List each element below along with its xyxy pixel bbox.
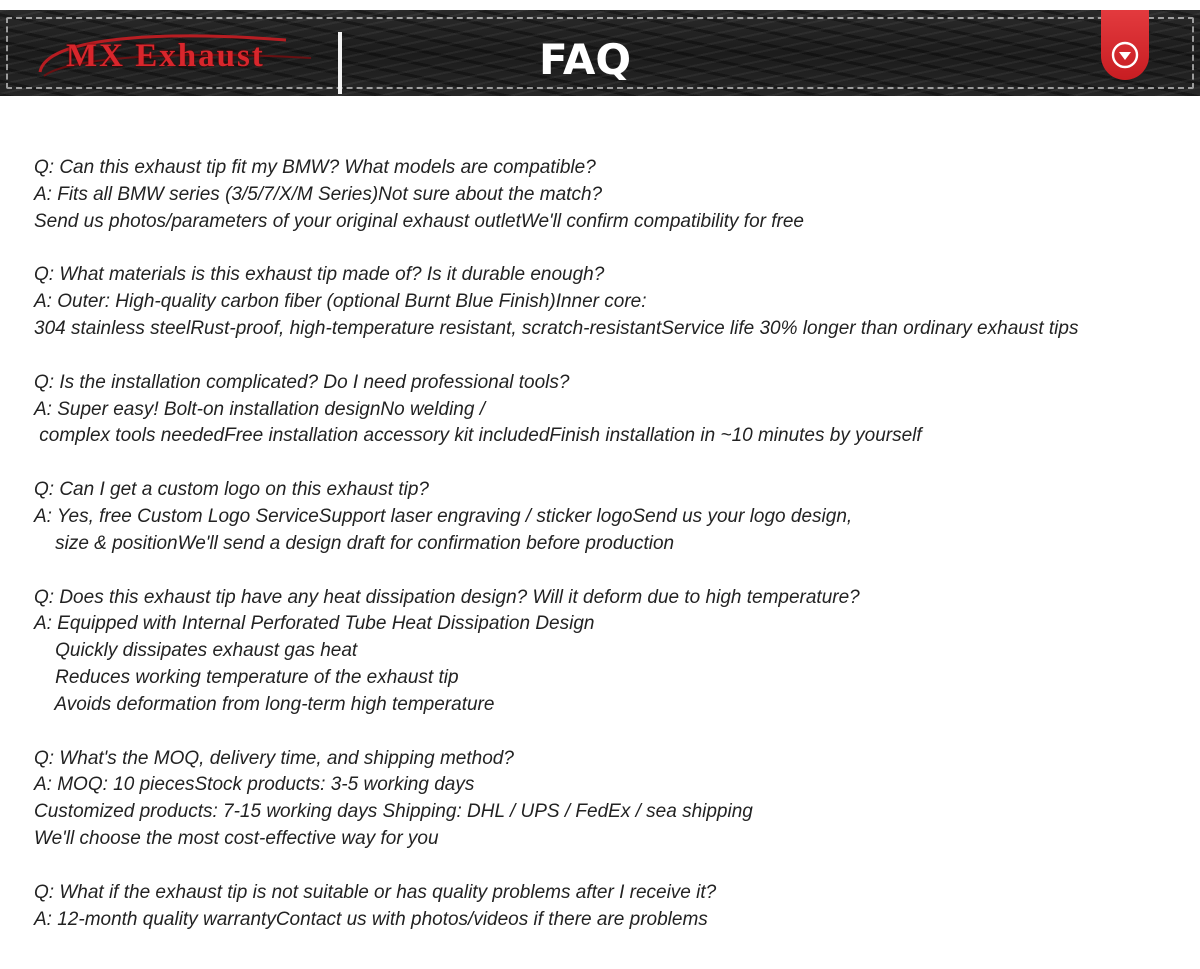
faq-answer-line: size & positionWe'll send a design draft for confirmation before production: [34, 532, 675, 554]
brand-logo: [36, 28, 326, 84]
faq-answer-line: Avoids deformation from long-term high temperature: [34, 693, 495, 715]
faq-question: Q: Is the installation complicated? Do I need professional tools?: [34, 371, 570, 393]
faq-item: [34, 880, 1194, 934]
faq-list: [34, 155, 1194, 960]
faq-question: Q: Can this exhaust tip fit my BMW? What models are compatible?: [34, 157, 596, 178]
faq-item: [34, 155, 1194, 235]
faq-item: [34, 262, 1194, 342]
faq-answer-line: Customized products: 7-15 working days Shipping: DHL / UPS / FedEx / sea shipping: [34, 801, 753, 823]
faq-question: Q: What materials is this exhaust tip made of? Is it durable enough?: [34, 264, 605, 286]
faq-question: Q: Does this exhaust tip have any heat dissipation design? Will it deform due to high temperature?: [34, 586, 860, 608]
header-divider: [338, 32, 342, 94]
faq-item: [34, 585, 1194, 719]
faq-answer-line: Quickly dissipates exhaust gas heat: [34, 640, 358, 662]
faq-question: Q: What if the exhaust tip is not suitable or has quality problems after I receive it?: [34, 881, 717, 903]
page-title: FAQ: [539, 35, 632, 84]
faq-answer: A: Yes, free Custom Logo ServiceSupport laser engraving / sticker logoSend us your logo design,: [34, 505, 853, 527]
header-banner: [0, 10, 1200, 96]
faq-answer: A: 12-month quality warrantyContact us with photos/videos if there are problems: [34, 908, 708, 930]
logo-text: MX Exhaust: [66, 38, 265, 74]
faq-answer: A: Equipped with Internal Perforated Tube Heat Dissipation Design: [34, 613, 595, 635]
faq-question: Q: What's the MOQ, delivery time, and shipping method?: [34, 747, 514, 769]
faq-answer: A: Fits all BMW series (3/5/7/X/M Series)Not sure about the match?: [34, 183, 603, 205]
menu-ribbon[interactable]: [1101, 10, 1149, 80]
faq-item: [34, 370, 1194, 450]
faq-answer: A: Super easy! Bolt-on installation designNo welding /: [34, 398, 485, 420]
faq-answer-line: 304 stainless steelRust-proof, high-temperature resistant, scratch-resistantService life 30% longer than ordinary exhaust tips: [34, 317, 1079, 339]
chevron-down-circle-icon[interactable]: [1111, 41, 1139, 69]
faq-item: [34, 746, 1194, 853]
faq-answer-line: Reduces working temperature of the exhaust tip: [34, 666, 459, 688]
faq-answer-line: Send us photos/parameters of your original exhaust outletWe'll confirm compatibility for free: [34, 210, 804, 232]
faq-answer: A: Outer: High-quality carbon fiber (optional Burnt Blue Finish)Inner core:: [34, 291, 647, 313]
faq-answer-line: complex tools neededFree installation accessory kit includedFinish installation in ~10 minutes by yourself: [34, 425, 922, 447]
faq-answer: A: MOQ: 10 piecesStock products: 3-5 working days: [34, 774, 475, 796]
faq-answer-line: We'll choose the most cost-effective way for you: [34, 827, 439, 849]
faq-question: Q: Can I get a custom logo on this exhaust tip?: [34, 479, 430, 501]
faq-item: [34, 477, 1194, 557]
